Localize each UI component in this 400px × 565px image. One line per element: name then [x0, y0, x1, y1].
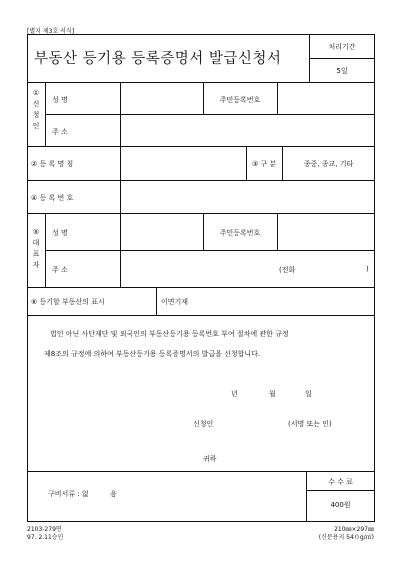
- processing-period-label: 처리기간: [328, 43, 356, 51]
- representative-name-field[interactable]: [121, 214, 202, 250]
- representative-regno-field[interactable]: [278, 214, 374, 250]
- footer-paper-spec: (신문용지 54０g/㎡): [318, 534, 374, 541]
- signature-or-seal: (서명 또는 인): [288, 420, 332, 428]
- date-day: 일: [305, 390, 312, 398]
- registered-name-label: ② 등 록 명 칭: [31, 160, 74, 168]
- phone-close: ): [366, 265, 369, 273]
- representative-address-label: 주 소: [52, 266, 68, 274]
- applicant-section-label: ① 신 청 인: [32, 89, 40, 130]
- fee-label: 수 수 료: [328, 478, 353, 486]
- applicant-name-field[interactable]: [121, 83, 202, 114]
- applicant-address-field[interactable]: [121, 115, 374, 146]
- representative-section-label: ⑤ 대 표 자: [32, 228, 40, 269]
- registered-name-field[interactable]: [121, 147, 245, 180]
- required-documents-label: 구비서류 : 없: [48, 490, 89, 498]
- property-label: ⑥ 등기할 부동산의 표시: [31, 298, 105, 306]
- category-label: ③ 구 분: [251, 160, 277, 168]
- property-value: 이면기재: [161, 298, 189, 306]
- processing-period-value: 5일: [336, 67, 348, 75]
- applicant-regno-label: 주민등록번호: [219, 96, 261, 104]
- statement-line-2: 제8조의 규정에 의하여 부동산등기용 등록증명서의 발급을 신청합니다.: [44, 350, 261, 358]
- registration-number-field[interactable]: [121, 181, 374, 213]
- footer-paper-size: 210㎜×297㎜: [334, 526, 374, 533]
- representative-name-label: 성 명: [52, 229, 68, 237]
- form-number: [별지 제3호 서식]: [27, 28, 75, 35]
- addressee: 귀하: [203, 455, 217, 463]
- phone-label: (전화: [279, 266, 296, 274]
- statement-line-1: 법인 아닌 사단재단 및 외국인의 부동산등기용 등록번호 부여 절차에 관한 규정: [50, 330, 289, 338]
- date-month: 월: [269, 390, 276, 398]
- applicant-name-label: 성 명: [52, 96, 68, 104]
- footer-form-code: 2103-279면: [27, 526, 62, 533]
- fee-value: 400원: [330, 501, 351, 509]
- representative-address-field[interactable]: [121, 251, 374, 287]
- representative-regno-label: 주민등록번호: [219, 229, 261, 237]
- category-options: 종중, 종교, 기타: [303, 160, 354, 168]
- applicant-signature-label: 신청인: [193, 420, 214, 428]
- required-documents-suffix: 음: [110, 490, 117, 498]
- applicant-address-label: 주 소: [52, 128, 68, 136]
- footer-approval: 97. 2.11승인: [27, 534, 64, 541]
- registration-number-label: ④ 등 록 번 호: [31, 194, 74, 202]
- applicant-regno-field[interactable]: [278, 83, 374, 114]
- date-year: 년: [231, 390, 238, 398]
- form-title: 부동산 등기용 등록증명서 발급신청서: [34, 51, 282, 67]
